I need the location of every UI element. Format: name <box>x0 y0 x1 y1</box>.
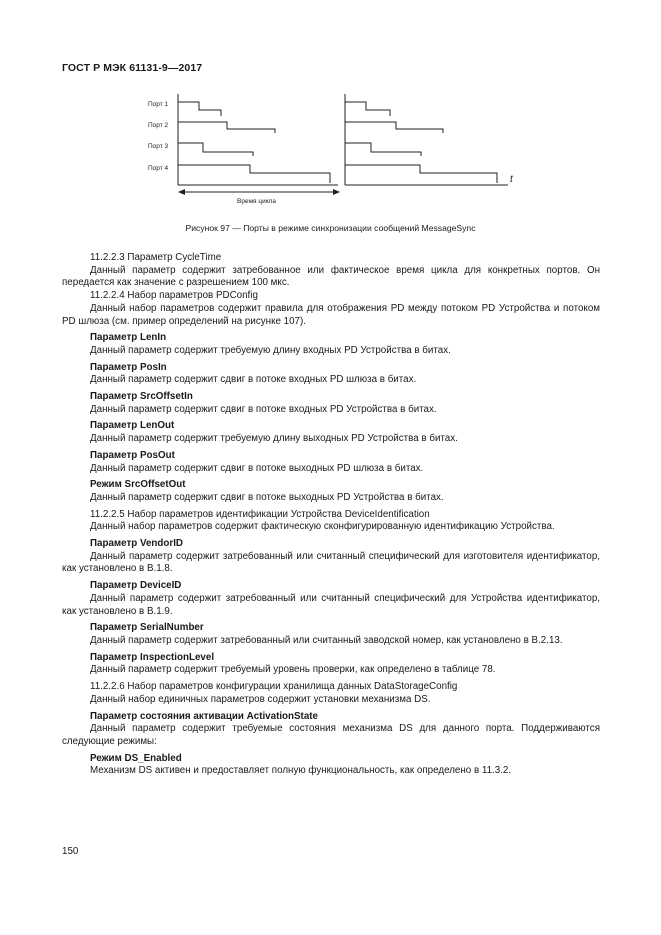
port-4-label: Порт 4 <box>148 165 169 172</box>
parameter-heading: Параметр InspectionLevel <box>90 651 215 663</box>
port-1-label: Порт 1 <box>148 101 169 108</box>
paragraph: 11.2.2.4 Набор параметров PDConfig <box>90 290 258 302</box>
port-4-signal-left <box>178 165 330 183</box>
figure-caption: Рисунок 97 — Порты в режиме синхронизации сообщений MessageSync <box>185 223 476 233</box>
parameter-heading: Параметр PosIn <box>90 361 167 373</box>
port-3-signal-left <box>178 143 253 156</box>
time-axis-label: t <box>510 174 513 185</box>
paragraph: Данный параметр содержит требуемый уровень проверки, как определено в таблице 78. <box>90 664 496 676</box>
paragraph: Данный параметр содержит требуемую длину выходных PD Устройства в битах. <box>90 433 458 445</box>
paragraph: Данный параметр содержит затребованный или считанный специфический для Устройства идентификатор, как установлено в B.1.9. <box>62 592 600 617</box>
parameter-heading: Параметр состояния активации ActivationState <box>90 710 318 722</box>
parameter-heading: Параметр PosOut <box>90 449 175 461</box>
paragraph: Данный параметр содержит сдвиг в потоке выходных PD шлюза в битах. <box>90 462 424 474</box>
paragraph: 11.2.2.3 Параметр CycleTime <box>90 252 222 263</box>
port-3-label: Порт 3 <box>148 143 169 150</box>
paragraph: 11.2.2.6 Набор параметров конфигурации хранилища данных DataStorageConfig <box>90 681 458 693</box>
paragraph: Данный параметр содержит сдвиг в потоке выходных PD Устройства в битах. <box>90 491 444 503</box>
parameter-heading: Параметр DeviceID <box>90 580 182 592</box>
parameter-heading: Параметр VendorID <box>90 538 183 550</box>
parameter-heading: Параметр LenOut <box>90 420 175 432</box>
document-header: ГОСТ Р МЭК 61131-9—2017 <box>62 62 203 74</box>
cycle-time-label: Время цикла <box>237 198 277 205</box>
port-2-signal-right <box>345 122 443 133</box>
paragraph: Данный параметр содержит затребованный или считанный специфический для изготовителя идентификатор, как установлено в B.1.8. <box>62 550 600 575</box>
port-4-signal-right <box>345 165 497 183</box>
page-number: 150 <box>62 846 79 857</box>
paragraph: Данный параметр содержит требуемые состояния механизма DS для данного порта. Поддерживаются следующие режимы: <box>62 723 600 747</box>
parameter-heading: Режим SrcOffsetOut <box>90 479 186 491</box>
port-3-signal-right <box>345 143 421 156</box>
cycle-arrow-head-left <box>178 189 185 195</box>
cycle-arrow-head-right <box>333 189 340 195</box>
parameter-heading: Параметр SrcOffsetIn <box>90 391 193 403</box>
port-1-signal-left <box>178 102 221 116</box>
paragraph: Механизм DS активен и предоставляет полную функциональность, как определено в 11.3.2. <box>90 765 512 777</box>
figure-timing-diagram <box>0 88 661 218</box>
paragraph: Данный параметр содержит сдвиг в потоке входных PD шлюза в битах. <box>90 374 417 386</box>
paragraph: 11.2.2.5 Набор параметров идентификации Устройства DeviceIdentification <box>90 508 430 520</box>
body-text <box>62 252 600 778</box>
paragraph: Данный параметр содержит затребованное или фактическое время цикла для конкретных портов. Он передается как значение с разрешением 100 мкс. <box>62 264 600 289</box>
paragraph: Данный набор параметров содержит правила для отображения PD между потоком PD Устройства и потоком PD шлюза (см. пример определений на рисунке 107). <box>62 302 600 327</box>
port-2-label: Порт 2 <box>148 122 169 129</box>
parameter-heading: Режим DS_Enabled <box>90 752 182 764</box>
port-2-signal-left <box>178 122 275 133</box>
paragraph: Данный параметр содержит сдвиг в потоке входных PD Устройства в битах. <box>90 403 437 415</box>
parameter-heading: Параметр LenIn <box>90 332 167 344</box>
port-1-signal-right <box>345 102 390 116</box>
paragraph: Данный набор единичных параметров содержит установки механизма DS. <box>90 693 431 705</box>
paragraph: Данный параметр содержит требуемую длину входных PD Устройства в битах. <box>90 344 451 356</box>
parameter-heading: Параметр SerialNumber <box>90 622 204 634</box>
paragraph: Данный набор параметров содержит фактическую сконфигурированную идентификацию Устройства. <box>90 521 555 533</box>
paragraph: Данный параметр содержит затребованный или считанный заводской номер, как установлено в B.2.13. <box>90 634 563 646</box>
